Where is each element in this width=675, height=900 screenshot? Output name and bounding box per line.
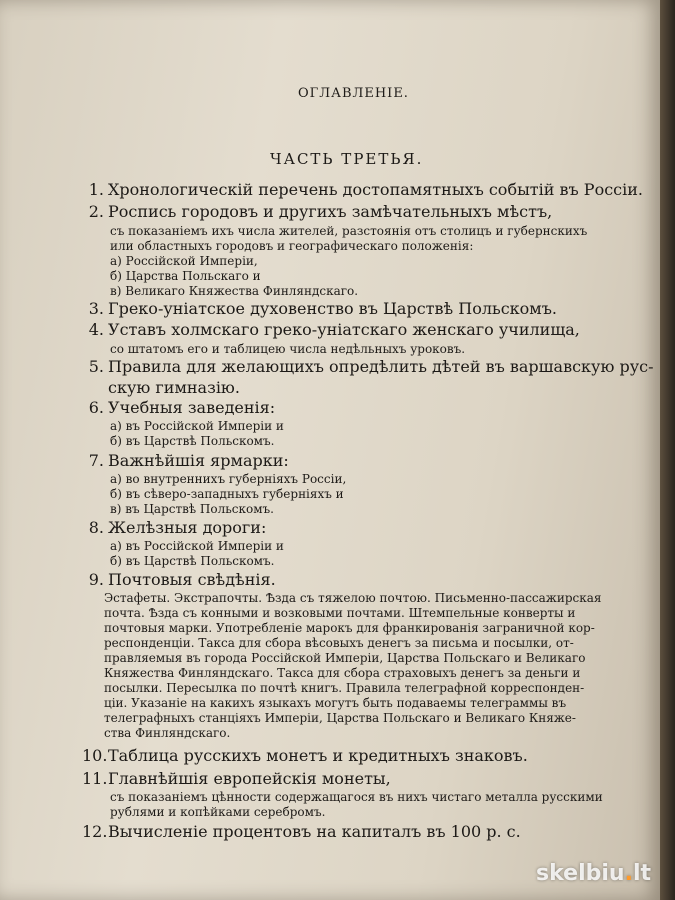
toc-entry-4: [82, 320, 642, 339]
entry-title-continued: скую гимназію.: [108, 378, 240, 397]
entry-detail: со штатомъ его и таблицею числа недѣльныхъ уроковъ.: [110, 342, 466, 356]
entry-detail: б) въ сѣверо-западныхъ губерніяхъ и: [110, 487, 344, 501]
entry-number: 10.: [82, 746, 108, 765]
watermark-logo: [536, 861, 651, 886]
toc-entry-11: [82, 769, 642, 788]
entry-number: 9.: [88, 570, 104, 589]
entry-detail: посылки. Пересылка по почтѣ книгъ. Правила телеграфной корреспонден-: [104, 681, 585, 695]
entry-title: Таблица русскихъ монетъ и кредитныхъ знаковъ.: [108, 746, 528, 765]
entry-title: Желѣзныя дороги:: [108, 518, 267, 537]
entry-number: 6.: [88, 398, 104, 417]
entry-detail: Княжества Финляндскаго. Такса для сбора страховыхъ денегъ за деньги и: [104, 666, 581, 680]
entry-detail: б) въ Царствѣ Польскомъ.: [110, 554, 275, 568]
watermark-dot: .: [624, 861, 633, 886]
entry-number: 7.: [88, 451, 104, 470]
toc-entry-1: [82, 180, 642, 199]
entry-number: 8.: [88, 518, 104, 537]
entry-title: Хронологическій перечень достопамятныхъ событій въ Россіи.: [108, 180, 643, 199]
entry-title: Главнѣйшія европейскія монеты,: [108, 769, 391, 788]
entry-detail: съ показаніемъ цѣнности содержащагося въ нихъ чистаго металла русскими: [110, 790, 603, 804]
entry-number: 1.: [88, 180, 104, 199]
entry-detail: а) во внутреннихъ губерніяхъ Россіи,: [110, 472, 347, 486]
toc-entry-5: [82, 357, 654, 376]
entry-number: 3.: [88, 299, 104, 318]
entry-title: Правила для желающихъ опредѣлить дѣтей въ варшавскую рус-: [108, 357, 654, 376]
toc-entry-9: [82, 570, 642, 589]
page-title: ОГЛАВЛЕНІЕ.: [298, 86, 409, 101]
entry-detail: Эстафеты. Экстрапочты. Ѣзда съ тяжелою почтою. Письменно-пассажирская: [104, 591, 602, 605]
entry-number: 11.: [82, 769, 108, 788]
entry-detail: а) Россійской Имперіи,: [110, 254, 258, 268]
entry-detail: почта. Ѣзда съ конными и возковыми почтами. Штемпельные конверты и: [104, 606, 576, 620]
toc-entry-7: [82, 451, 642, 470]
entry-detail: почтовыя марки. Употребленіе марокъ для франкированія заграничной кор-: [104, 621, 595, 635]
entry-title: Роспись городовъ и другихъ замѣчательныхъ мѣстъ,: [108, 202, 553, 221]
entry-title: Уставъ холмскаго греко-уніатскаго женскаго училища,: [108, 320, 580, 339]
entry-detail: рублями и копѣйками серебромъ.: [110, 805, 326, 819]
toc-entry-3: [82, 299, 642, 318]
entry-detail: б) въ Царствѣ Польскомъ.: [110, 434, 275, 448]
entry-number: 12.: [82, 822, 108, 841]
entry-title: Греко-уніатское духовенство въ Царствѣ Польскомъ.: [108, 299, 558, 318]
entry-title: Важнѣйшія ярмарки:: [108, 451, 289, 470]
watermark-tld: lt: [632, 861, 651, 886]
toc-entry-12: [82, 822, 642, 841]
entry-title: Учебныя заведенія:: [108, 398, 276, 417]
entry-detail: правляемыя въ города Россійской Имперіи, Царства Польскаго и Великаго: [104, 651, 586, 665]
entry-detail: а) въ Россійской Имперіи и: [110, 419, 284, 433]
entry-detail: ства Финляндскаго.: [104, 726, 231, 740]
book-spine: [660, 0, 675, 900]
entry-detail: респонденціи. Такса для сбора вѣсовыхъ денегъ за письма и посылки, от-: [104, 636, 574, 650]
entry-number: 5.: [88, 357, 104, 376]
entry-detail: в) въ Царствѣ Польскомъ.: [110, 502, 274, 516]
entry-detail: а) въ Россійской Имперіи и: [110, 539, 284, 553]
part-heading: ЧАСТЬ ТРЕТЬЯ.: [270, 150, 424, 168]
entry-number: 2.: [88, 202, 104, 221]
toc-entry-6: [82, 398, 642, 417]
entry-title: Почтовыя свѣдѣнія.: [108, 570, 276, 589]
entry-detail: или областныхъ городовъ и географическаго положенія:: [110, 239, 474, 253]
toc-entry-10: [82, 746, 642, 765]
entry-detail: в) Великаго Княжества Финляндскаго.: [110, 284, 359, 298]
entry-number: 4.: [88, 320, 104, 339]
entry-detail: телеграфныхъ станціяхъ Имперіи, Царства Польскаго и Великаго Княже-: [104, 711, 576, 725]
entry-detail: съ показаніемъ ихъ числа жителей, разстоянія отъ столицъ и губернскихъ: [110, 224, 588, 238]
entry-title: Вычисленіе процентовъ на капиталъ въ 100 р. с.: [108, 822, 521, 841]
entry-detail: ціи. Указаніе на какихъ языкахъ могутъ быть подаваемы телеграммы въ: [104, 696, 567, 710]
toc-entry-2: [82, 202, 642, 221]
entry-detail: б) Царства Польскаго и: [110, 269, 261, 283]
watermark-brand: skelbiu: [536, 861, 625, 886]
toc-entry-8: [82, 518, 642, 537]
